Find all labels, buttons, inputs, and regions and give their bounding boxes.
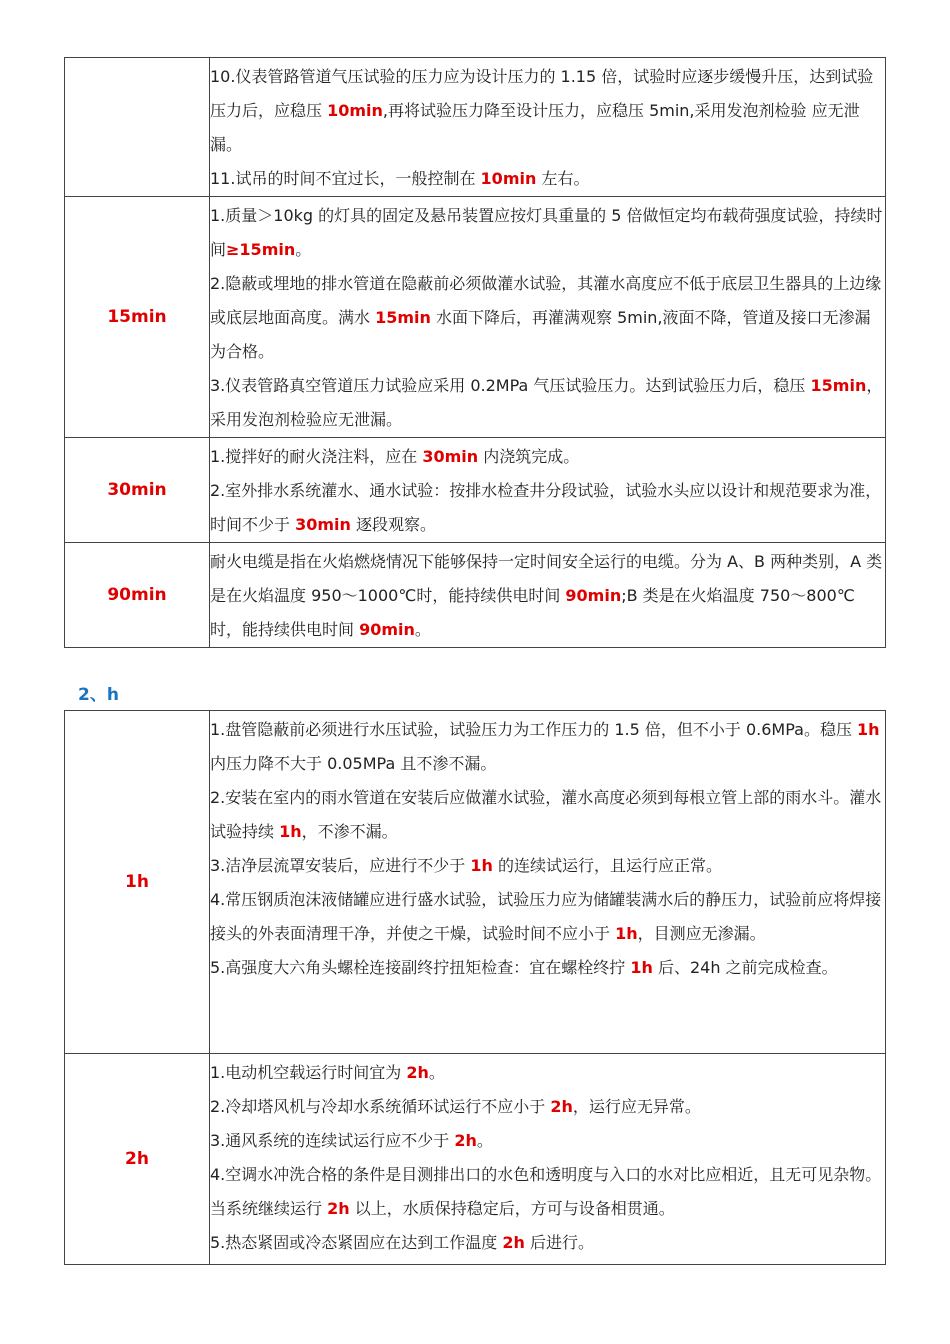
paragraph: 耐火电缆是指在火焰燃烧情况下能够保持一定时间安全运行的电缆。分为 A、B 两种类别，A 类是在火焰温度 950～1000℃时，能持续供电时间 90min;B 类是在火焰温度 750～800℃时，能持续供电时间 90min。 xyxy=(210,552,883,639)
table-row xyxy=(65,438,886,543)
duration-table-hours xyxy=(64,710,886,1265)
duration-key: 2h xyxy=(65,1054,210,1265)
paragraph: 10.仪表管路管道气压试验的压力应为设计压力的 1.15 倍，试验时应逐步缓慢升压，达到试验压力后，应稳压 10min,再将试验压力降至设计压力，应稳压 5min,采用发泡剂检验 应无泄漏。 xyxy=(210,67,874,154)
duration-key: 90min xyxy=(65,543,210,648)
description-cell xyxy=(210,711,886,1054)
duration-table-minutes xyxy=(64,57,886,648)
paragraph: 1.电动机空载运行时间宜为 2h。 xyxy=(210,1063,445,1082)
table-row xyxy=(65,543,886,648)
paragraph: 1.盘管隐蔽前必须进行水压试验，试验压力为工作压力的 1.5 倍，但不小于 0.6MPa。稳压 1h 内压力降不大于 0.05MPa 且不渗不漏。 xyxy=(210,720,880,773)
description-cell xyxy=(210,438,886,543)
table-row xyxy=(65,711,886,1054)
description-cell xyxy=(210,58,886,197)
paragraph: 1.搅拌好的耐火浇注料，应在 30min 内浇筑完成。 xyxy=(210,447,580,466)
paragraph: 2.隐蔽或埋地的排水管道在隐蔽前必须做灌水试验，其灌水高度应不低于底层卫生器具的上边缘或底层地面高度。满水 15min 水面下降后，再灌满观察 5min,液面不降，管道及接口无渗漏为合格。 xyxy=(210,274,882,361)
description-cell xyxy=(210,197,886,438)
duration-key: 30min xyxy=(65,438,210,543)
table-row xyxy=(65,197,886,438)
paragraph: 4.常压钢质泡沫液储罐应进行盛水试验，试验压力应为储罐装满水后的静压力，试验前应将焊接接头的外表面清理干净，并使之干燥，试验时间不应小于 1h，目测应无渗漏。 xyxy=(210,890,882,943)
section-heading: 2、h xyxy=(78,685,119,705)
paragraph: 2.安装在室内的雨水管道在安装后应做灌水试验，灌水高度必须到每根立管上部的雨水斗。灌水试验持续 1h，不渗不漏。 xyxy=(210,788,882,841)
paragraph: 4.空调水冲洗合格的条件是目测排出口的水色和透明度与入口的水对比应相近，且无可见杂物。当系统继续运行 2h 以上，水质保持稳定后，方可与设备相贯通。 xyxy=(210,1165,882,1218)
paragraph: 2.冷却塔风机与冷却水系统循环试运行不应小于 2h，运行应无异常。 xyxy=(210,1097,701,1116)
paragraph: 1.质量＞10kg 的灯具的固定及悬吊装置应按灯具重量的 5 倍做恒定均布载荷强度试验，持续时间≥15min。 xyxy=(210,206,883,259)
table-row xyxy=(65,1054,886,1265)
paragraph: 3.仪表管路真空管道压力试验应采用 0.2MPa 气压试验压力。达到试验压力后，稳压 15min，采用发泡剂检验应无泄漏。 xyxy=(210,376,883,429)
description-cell xyxy=(210,1054,886,1265)
paragraph: 11.试吊的时间不宜过长，一般控制在 10min 左右。 xyxy=(210,169,590,188)
paragraph: 3.洁净层流罩安装后，应进行不少于 1h 的连续试运行，且运行应正常。 xyxy=(210,856,722,875)
duration-key: 1h xyxy=(65,711,210,1054)
duration-key: 15min xyxy=(65,197,210,438)
description-cell xyxy=(210,543,886,648)
paragraph: 3.通风系统的连续试运行应不少于 2h。 xyxy=(210,1131,493,1150)
table-row xyxy=(65,58,886,197)
paragraph: 5.高强度大六角头螺栓连接副终拧扭矩检查：宜在螺栓终拧 1h 后、24h 之前完成检查。 xyxy=(210,958,838,977)
duration-key xyxy=(65,58,210,197)
paragraph: 5.热态紧固或冷态紧固应在达到工作温度 2h 后进行。 xyxy=(210,1233,594,1252)
paragraph: 2.室外排水系统灌水、通水试验：按排水检查井分段试验，试验水头应以设计和规范要求为准，时间不少于 30min 逐段观察。 xyxy=(210,481,882,534)
